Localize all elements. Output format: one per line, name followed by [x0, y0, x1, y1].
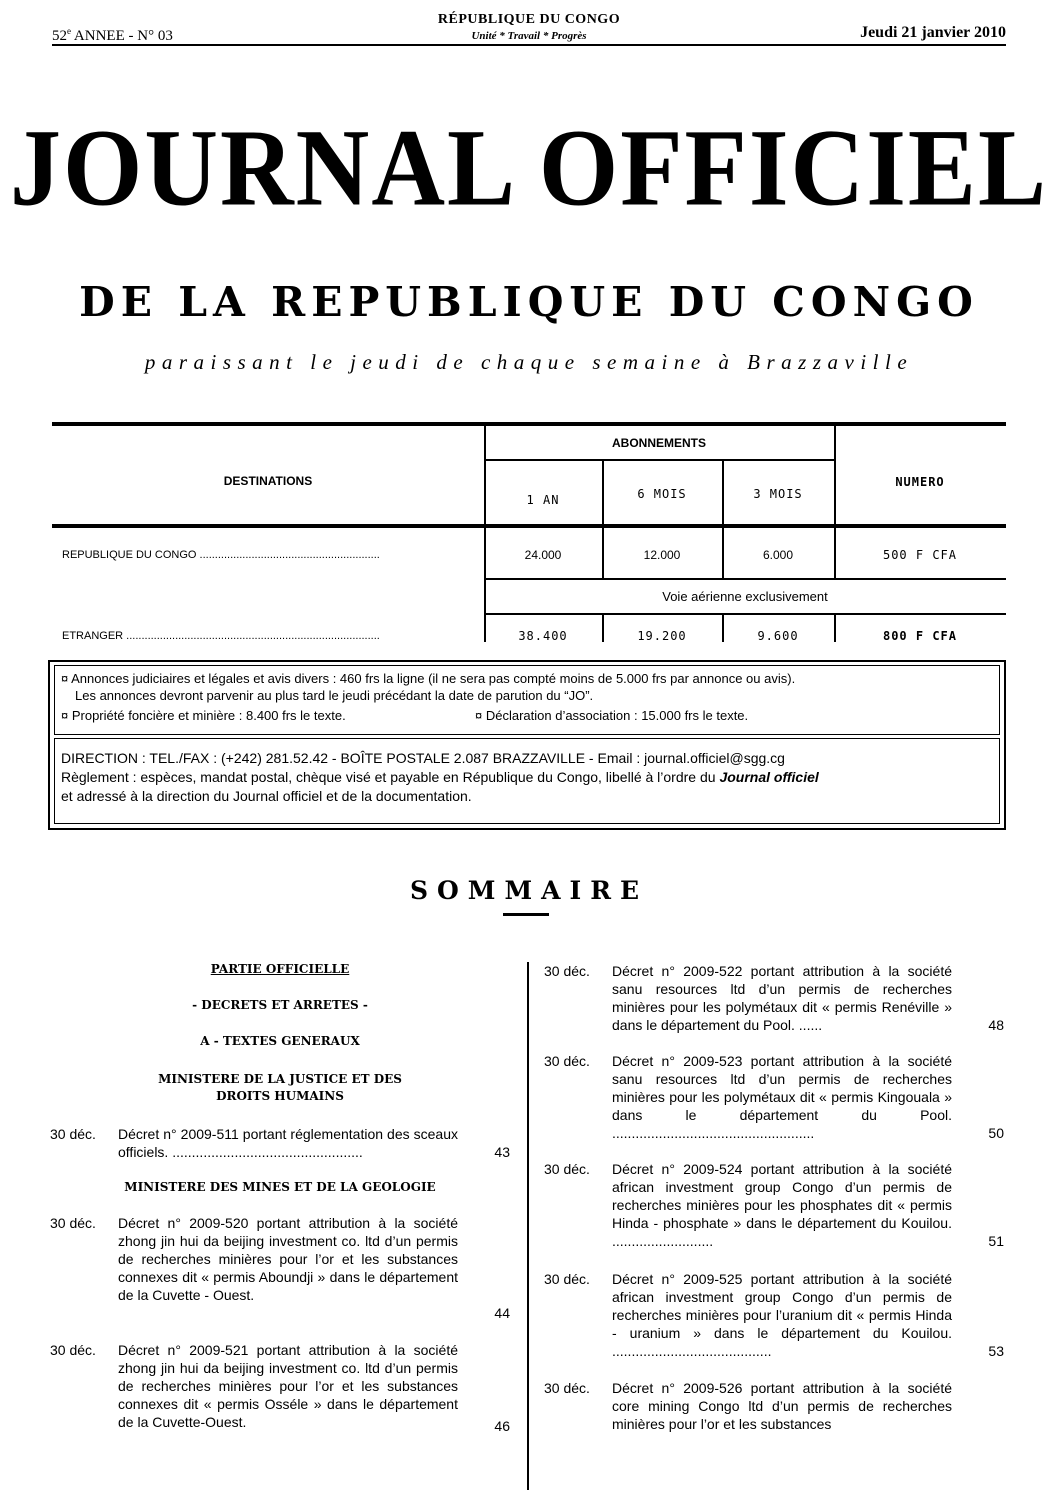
price-cell: 38.400	[518, 629, 568, 643]
entry-page: 53	[988, 1343, 1004, 1359]
entry-date: 30 déc.	[544, 1161, 590, 1177]
destination-etranger: ETRANGER ...................................................................................	[62, 630, 380, 642]
price-cell: 19.200	[637, 629, 687, 643]
contact-box	[54, 738, 1000, 824]
toc-entry[interactable]	[50, 1214, 510, 1324]
price-cell: 6.000	[762, 548, 794, 562]
entry-text: Décret n° 2009-525 portant attribution à la société african investment group Congo d’un permis de recherches minières pour l’uranium dit « permis Hinda - uranium » dans le département du Kouilou. .........................................	[612, 1271, 952, 1359]
notices-box	[54, 665, 1000, 735]
sommaire-title: SOMMAIRE	[409, 876, 649, 905]
notice-line: ¤ Annonces judiciaires et légales et avis divers : 460 frs la ligne (il ne sera pas compté moins de 5.000 frs par annonce ou avis).	[61, 671, 796, 686]
sommaire-rule	[503, 913, 549, 916]
numero-price: 800 F CFA	[882, 629, 958, 643]
ministry-heading: MINISTERE DE LA JUSTICE ET DES	[158, 1072, 402, 1086]
toc-entry[interactable]	[544, 1270, 1004, 1360]
ministry-heading: DROITS HUMAINS	[216, 1089, 344, 1103]
period-6mois: 6 MOIS	[637, 487, 687, 501]
numero-price: 500 F CFA	[882, 548, 958, 562]
entry-page: 46	[494, 1418, 510, 1434]
entry-date: 30 déc.	[544, 963, 590, 979]
issue-date: Jeudi 21 janvier 2010	[860, 24, 1006, 41]
table-divider	[484, 425, 486, 642]
column-divider	[527, 962, 529, 1490]
motto: Unité * Travail * Progrès	[471, 30, 587, 42]
toc-entry[interactable]	[50, 1341, 510, 1451]
table-rule	[484, 459, 834, 461]
entry-date: 30 déc.	[50, 1342, 96, 1358]
entry-date: 30 déc.	[50, 1126, 96, 1142]
ministry-heading: MINISTERE DES MINES ET DE LA GEOLOGIE	[124, 1180, 436, 1194]
contact-line: et adressé à la direction du Journal officiel et de la documentation.	[61, 788, 472, 804]
table-top-rule	[52, 422, 1006, 426]
journal-tagline: paraissant le jeudi de chaque semaine à Brazzaville	[144, 350, 914, 374]
textes-heading: A - TEXTES GENERAUX	[200, 1034, 360, 1048]
issue-number: 52e ANNEE - N° 03	[52, 26, 173, 44]
entry-date: 30 déc.	[544, 1380, 590, 1396]
entry-date: 30 déc.	[544, 1271, 590, 1287]
republic-name: RÉPUBLIQUE DU CONGO	[437, 12, 621, 27]
info-box	[48, 660, 1006, 830]
air-note: Voie aérienne exclusivement	[662, 589, 828, 604]
header-rule	[52, 44, 1006, 46]
entry-page: 51	[988, 1233, 1004, 1249]
period-3mois: 3 MOIS	[753, 487, 803, 501]
entry-text: Décret n° 2009-521 portant attribution à la société zhong jin hui da beijing investment co. ltd d’un permis de recherches minières pour l’or et les substances connexes dit « permis Osséle » dans le département de la Cuvette-Ouest.	[118, 1342, 458, 1430]
destinations-header: DESTINATIONS	[223, 474, 313, 488]
entry-text: Décret n° 2009-511 portant réglementation des sceaux officiels. .................................................	[118, 1126, 458, 1160]
table-rule	[52, 524, 1006, 528]
toc-entry[interactable]	[544, 1160, 1004, 1250]
numero-header: NUMERO	[895, 475, 945, 489]
entry-text: Décret n° 2009-522 portant attribution à la société sanu resources ltd d’un permis de recherches minières pour les polymétaux dit « permis Renéville » dans le département du Pool. ......	[612, 963, 952, 1033]
toc-entry[interactable]	[50, 1125, 510, 1165]
price-cell: 24.000	[524, 548, 562, 562]
entry-text: Décret n° 2009-524 portant attribution à la société african investment group Congo d’un permis de recherches minières pour les phosphates dit « permis Hinda - phosphate » dans le département du Kouilou. ..........................	[612, 1161, 952, 1249]
entry-date: 30 déc.	[544, 1053, 590, 1069]
table-rule	[484, 613, 1006, 615]
price-cell: 9.600	[757, 629, 799, 643]
contact-line: DIRECTION : TEL./FAX : (+242) 281.52.42 - BOÎTE POSTALE 2.087 BRAZZAVILLE - Email : journal.officiel@sgg.cg	[61, 750, 785, 766]
toc-entry[interactable]	[544, 962, 1004, 1042]
partie-officielle-heading: PARTIE OFFICIELLE	[210, 962, 350, 976]
table-rule	[484, 578, 1006, 580]
period-1an: 1 AN	[526, 493, 560, 507]
entry-text: Décret n° 2009-523 portant attribution à la société sanu resources ltd d’un permis de recherches minières pour les polymétaux dit « permis Kingouala » dans le département du Pool. ....................................................	[612, 1053, 952, 1141]
notice-line: Les annonces devront parvenir au plus tard le jeudi précédant la date de parution du “JO”.	[75, 688, 594, 703]
notice-line: ¤ Propriété foncière et minière : 8.400 frs le texte.	[61, 708, 346, 723]
entry-page: 44	[494, 1305, 510, 1321]
entry-page: 48	[988, 1017, 1004, 1033]
journal-title: JOURNAL OFFICIEL	[10, 107, 1048, 230]
contact-line: Règlement : espèces, mandat postal, chèque visé et payable en République du Congo, libellé à l’ordre du Journal officiel	[61, 769, 819, 785]
toc-entry[interactable]	[544, 1379, 1004, 1439]
entry-page: 43	[494, 1144, 510, 1160]
entry-date: 30 déc.	[50, 1215, 96, 1231]
destination-congo: REPUBLIQUE DU CONGO ...........................................................	[62, 549, 380, 561]
price-cell: 12.000	[643, 548, 681, 562]
entry-text: Décret n° 2009-526 portant attribution à la société core mining Congo ltd d’un permis de recherches minières pour l’or et les substances	[612, 1380, 952, 1432]
abonnements-header: ABONNEMENTS	[611, 436, 706, 450]
journal-subtitle: DE LA REPUBLIQUE DU CONGO	[79, 278, 979, 326]
entry-text: Décret n° 2009-520 portant attribution à la société zhong jin hui da beijing investment co. ltd d’un permis de recherches minières pour l’or et les substances connexes dit « permis Aboundji » dans le département de la Cuvette - Ouest.	[118, 1215, 458, 1303]
entry-page: 50	[988, 1125, 1004, 1141]
decrets-heading: - DECRETS ET ARRETES -	[192, 998, 368, 1012]
notice-line: ¤ Déclaration d’association : 15.000 frs le texte.	[475, 708, 749, 723]
toc-entry[interactable]	[544, 1052, 1004, 1142]
